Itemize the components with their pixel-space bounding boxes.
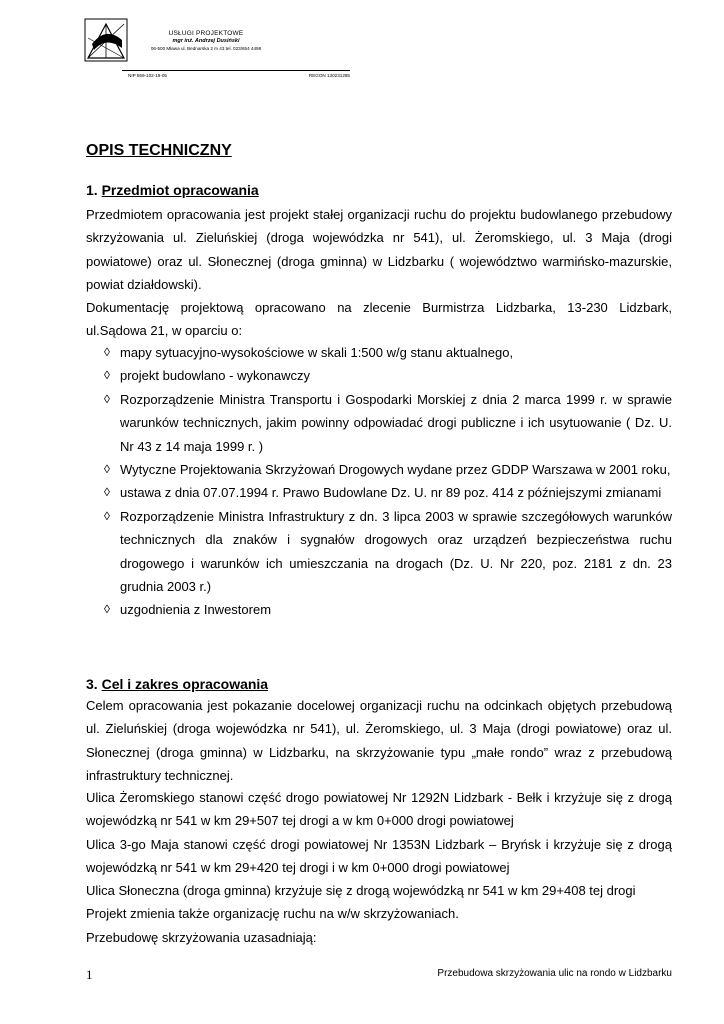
- section-3-paragraph-3: Ulica 3-go Maja stanowi część drogi powiatowej Nr 1353N Lidzbark – Bryńsk i krzyżuje się z drogą wojewódzką nr 541 w km 29+420 tej drogi i w km 0+000 drogi powiatowej: [86, 837, 672, 876]
- letterhead-company: USŁUGI PROJEKTOWE: [168, 30, 244, 37]
- diamond-bullet-icon: ◊: [104, 391, 110, 406]
- section-1-number: 1.: [86, 182, 98, 198]
- section-3-paragraph-1: Celem opracowania jest pokazanie docelowej organizacji ruchu na odcinkach objętych przebudową ul. Zieluńskiej (droga wojewódzka nr 541), ul. Żeromskiego, ul. 3 Maja (drogi powiatowe) oraz ul. Słonecznej (droga gminna) w Lidzbarku, na skrzyżowanie typu „małe rondo” wraz z przebudową infrastruktury technicznej.: [86, 698, 672, 784]
- page-number: 1: [86, 967, 93, 982]
- list-item: ◊ Rozporządzenie Ministra Transportu i Gospodarki Morskiej z dnia 2 marca 1999 r. w sprawie warunków technicznych, jakim powinny odpowiadać drogi publiczne i ich usytuowanie ( Dz. U. Nr 43 z 14 maja 1999 r. ): [104, 388, 672, 458]
- diamond-bullet-icon: ◊: [104, 462, 110, 477]
- list-item: ◊ Rozporządzenie Ministra Infrastruktury z dn. 3 lipca 2003 w sprawie szczegółowych warunków technicznych dla znaków i sygnałów drogowych oraz urządzeń bezpieczeństwa ruchu drogowego i warunków ich umieszczania na drogach (Dz. U. Nr 220, poz. 2181 z dn. 23 grudnia 2003 r.): [104, 505, 672, 599]
- diamond-bullet-icon: ◊: [104, 485, 110, 500]
- list-item: ◊ mapy sytuacyjno-wysokościowe w skali 1:500 w/g stanu aktualnego,: [104, 341, 672, 364]
- section-1-heading: [86, 181, 259, 199]
- section-3-title: Cel i zakres opracowania: [101, 676, 269, 692]
- letterhead-owner: mgr inż. Andrzej Dusiński: [172, 38, 240, 44]
- list-item: ◊ ustawa z dnia 07.07.1994 r. Prawo Budowlane Dz. U. nr 89 poz. 414 z późniejszymi zmianami: [104, 481, 672, 504]
- footer-text: Przebudowa skrzyżowania ulic na rondo w Lidzbarku: [437, 968, 672, 979]
- letterhead-divider: [122, 70, 350, 71]
- source-documents-list: [104, 341, 672, 622]
- section-3-paragraph-5: Projekt zmienia także organizację ruchu na w/w skrzyżowaniach.: [86, 906, 459, 921]
- diamond-bullet-icon: ◊: [104, 508, 110, 523]
- list-item: ◊ projekt budowlano - wykonawczy: [104, 364, 672, 387]
- section-3-number: 3.: [86, 676, 98, 692]
- letterhead-address: 06-500 Mława ul. Bednarska 2 m 43 tel. 023/654 4498: [150, 46, 262, 51]
- section-3-paragraph-4: Ulica Słoneczna (droga gminna) krzyżuje się z drogą wojewódzką nr 541 w km 29+408 tej drogi: [86, 883, 636, 898]
- list-item: ◊ Wytyczne Projektowania Skrzyżowań Drogowych wydane przez GDDP Warszawa w 2001 roku,: [104, 458, 672, 481]
- letterhead-regon: REGON 130231285: [308, 73, 350, 78]
- section-3-heading: [86, 675, 268, 693]
- section-1-paragraph-2: Dokumentację projektową opracowano na zlecenie Burmistrza Lidzbarka, 13-230 Lidzbark, ul.Sądowa 21, w oparciu o:: [86, 300, 672, 339]
- diamond-bullet-icon: ◊: [104, 602, 110, 617]
- section-3-paragraph-6: Przebudowę skrzyżowania uzasadniają:: [86, 930, 317, 945]
- diamond-bullet-icon: ◊: [104, 368, 110, 383]
- letterhead: [84, 18, 350, 78]
- company-logo-icon: [84, 18, 128, 62]
- section-1-paragraph-1: Przedmiotem opracowania jest projekt stałej organizacji ruchu do projektu budowlanego przebudowy skrzyżowania ul. Zieluńskiej (droga wojewódzka nr 541), ul. Żeromskiego, ul. 3 Maja (drogi powiatowe) oraz ul. Słonecznej (droga gminna) w Lidzbarku ( województwo warmińsko-mazurskie, powiat działdowski).: [86, 207, 672, 293]
- section-1-title: Przedmiot opracowania: [101, 182, 259, 198]
- section-3-paragraph-2: Ulica Żeromskiego stanowi część drogo powiatowej Nr 1292N Lidzbark - Bełk i krzyżuje się z drogą wojewódzką nr 541 w km 29+507 tej drogi a w km 0+000 drogi powiatowej: [86, 790, 672, 829]
- document-title: OPIS TECHNICZNY: [86, 142, 232, 159]
- list-item: ◊ uzgodnienia z Inwestorem: [104, 598, 672, 621]
- diamond-bullet-icon: ◊: [104, 345, 110, 359]
- letterhead-nip: NIP 569-102-19-05: [128, 73, 167, 78]
